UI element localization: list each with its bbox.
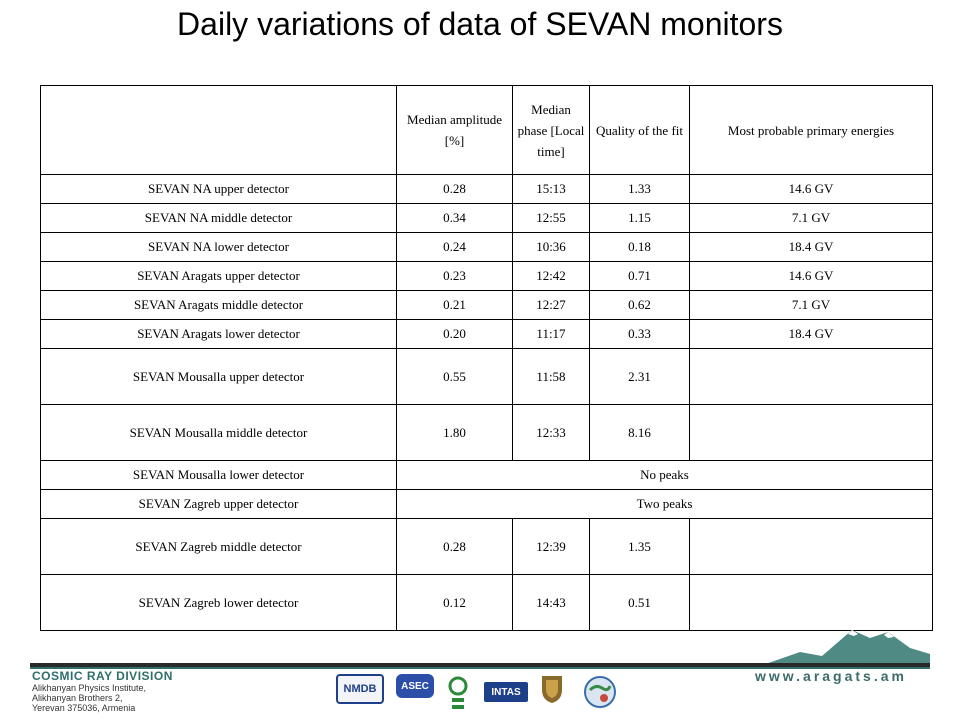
median-phase: 12:33 [513, 405, 590, 461]
primary-energy [690, 519, 933, 575]
green-emblem-svg [446, 672, 470, 712]
header-primary-energies: Most probable primary energies [690, 86, 933, 175]
median-amplitude: 1.80 [397, 405, 513, 461]
fit-quality: 0.71 [590, 262, 690, 291]
detector-name: SEVAN NA upper detector [41, 175, 397, 204]
fit-quality: 8.16 [590, 405, 690, 461]
globe-emblem-icon [582, 674, 618, 710]
division-brand [32, 669, 202, 717]
median-phase: 11:58 [513, 349, 590, 405]
shield-emblem-svg [540, 674, 564, 704]
table-row [41, 175, 933, 204]
median-phase: 12:55 [513, 204, 590, 233]
primary-energy [690, 405, 933, 461]
median-phase: 15:13 [513, 175, 590, 204]
detector-name: SEVAN Aragats lower detector [41, 320, 397, 349]
asec-logo-text: ASEC [401, 680, 429, 692]
median-amplitude: 0.24 [397, 233, 513, 262]
address-line: Alikhanyan Brothers 2, [32, 693, 123, 703]
median-amplitude: 0.34 [397, 204, 513, 233]
primary-energy: 14.6 GV [690, 175, 933, 204]
division-name: COSMIC RAY DIVISION [32, 669, 173, 683]
intas-logo-text: INTAS [491, 686, 521, 698]
nmdb-logo [336, 674, 384, 704]
median-phase: 14:43 [513, 575, 590, 631]
primary-energy: 18.4 GV [690, 320, 933, 349]
nmdb-logo-text: NMDB [343, 683, 377, 695]
address-line: Yerevan 375036, Armenia [32, 703, 136, 713]
detector-name: SEVAN Zagreb upper detector [41, 490, 397, 519]
shield-emblem-icon [540, 674, 564, 704]
intas-logo [484, 682, 528, 702]
table-row [41, 461, 933, 490]
merged-result: Two peaks [397, 490, 933, 519]
table-row [41, 204, 933, 233]
slide-title: Daily variations of data of SEVAN monitors [177, 6, 783, 42]
header-detector [41, 86, 397, 175]
green-emblem-icon [446, 672, 470, 712]
primary-energy: 7.1 GV [690, 204, 933, 233]
header-median-phase: Median phase [Local time] [513, 86, 590, 175]
merged-result: No peaks [397, 461, 933, 490]
median-amplitude: 0.21 [397, 291, 513, 320]
table-row [41, 405, 933, 461]
table-row [41, 233, 933, 262]
globe-emblem-svg [582, 674, 618, 710]
median-amplitude: 0.12 [397, 575, 513, 631]
primary-energy: 14.6 GV [690, 262, 933, 291]
sevan-data-table [40, 85, 933, 631]
median-phase: 12:27 [513, 291, 590, 320]
table-row [41, 320, 933, 349]
detector-name: SEVAN Zagreb middle detector [41, 519, 397, 575]
median-amplitude: 0.23 [397, 262, 513, 291]
fit-quality: 0.51 [590, 575, 690, 631]
median-phase: 12:39 [513, 519, 590, 575]
fit-quality: 1.15 [590, 204, 690, 233]
median-phase: 10:36 [513, 233, 590, 262]
table-row [41, 262, 933, 291]
median-amplitude: 0.20 [397, 320, 513, 349]
median-amplitude: 0.28 [397, 175, 513, 204]
detector-name: SEVAN Zagreb lower detector [41, 575, 397, 631]
detector-name: SEVAN NA middle detector [41, 204, 397, 233]
median-phase: 12:42 [513, 262, 590, 291]
primary-energy: 7.1 GV [690, 291, 933, 320]
detector-name: SEVAN Mousalla upper detector [41, 349, 397, 405]
primary-energy [690, 349, 933, 405]
median-amplitude: 0.28 [397, 519, 513, 575]
fit-quality: 0.33 [590, 320, 690, 349]
detector-name: SEVAN Mousalla middle detector [41, 405, 397, 461]
website-address: www.aragats.am [755, 668, 907, 684]
table-row [41, 349, 933, 405]
header-quality-of-fit: Quality of the fit [590, 86, 690, 175]
median-phase: 11:17 [513, 320, 590, 349]
fit-quality: 1.33 [590, 175, 690, 204]
detector-name: SEVAN Aragats upper detector [41, 262, 397, 291]
fit-quality: 2.31 [590, 349, 690, 405]
detector-name: SEVAN Aragats middle detector [41, 291, 397, 320]
fit-quality: 1.35 [590, 519, 690, 575]
header-median-amplitude: Median amplitude [%] [397, 86, 513, 175]
primary-energy: 18.4 GV [690, 233, 933, 262]
partner-logos [330, 668, 630, 718]
table-row [41, 519, 933, 575]
detector-name: SEVAN Mousalla lower detector [41, 461, 397, 490]
fit-quality: 0.62 [590, 291, 690, 320]
fit-quality: 0.18 [590, 233, 690, 262]
asec-logo [396, 674, 434, 698]
address-line: Alikhanyan Physics Institute, [32, 683, 147, 693]
table-row [41, 490, 933, 519]
detector-name: SEVAN NA lower detector [41, 233, 397, 262]
median-amplitude: 0.55 [397, 349, 513, 405]
table-row [41, 291, 933, 320]
table-header-row [41, 86, 933, 175]
